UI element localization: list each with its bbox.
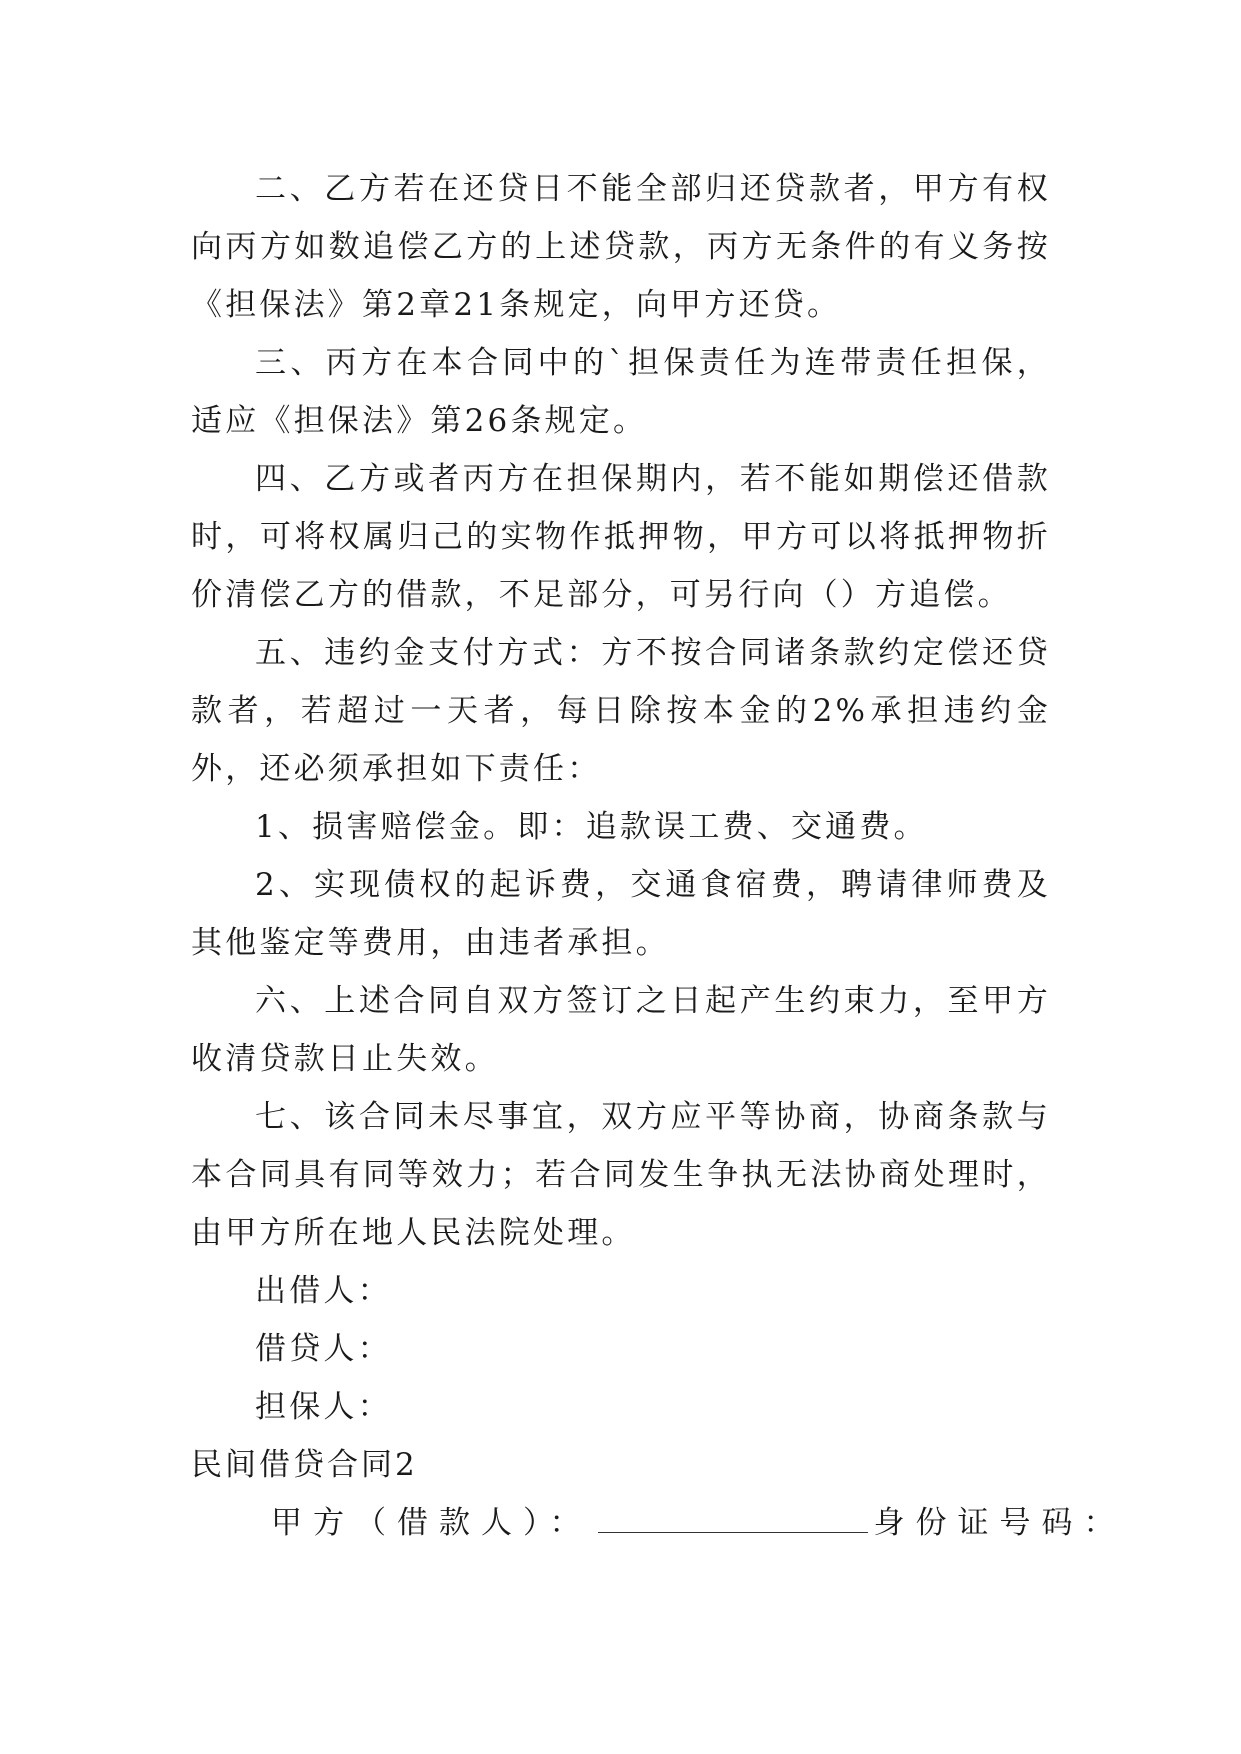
clause-4-paragraph: 四、乙方或者丙方在担保期内，若不能如期偿还借款时，可将权属归己的实物作抵押物，甲方可以将抵押物折价清偿乙方的借款，不足部分，可另行向（）方追偿。 [191, 461, 1051, 613]
clause-3-paragraph: 三、丙方在本合同中的`担保责任为连带责任担保，适应《担保法》第26条规定。 [191, 345, 1051, 439]
party-a-label: 甲方（借款人）： [271, 1505, 592, 1541]
borrower-signature-label: 借贷人： [255, 1331, 392, 1367]
clause-5-item-1: 1、损害赔偿金。即：追款误工费、交通费。 [255, 809, 928, 845]
clause-5-paragraph: 五、违约金支付方式：方不按合同诸条款约定偿还贷款者，若超过一天者，每日除按本金的2%承担违约金外，还必须承担如下责任： [191, 635, 1051, 787]
clause-5-item-2: 2、实现债权的起诉费，交通食宿费，聘请律师费及其他鉴定等费用，由违者承担。 [191, 867, 1051, 961]
party-a-name-blank [598, 1504, 868, 1533]
next-contract-title: 民间借贷合同2 [191, 1447, 418, 1483]
id-number-label: 身份证号码： [873, 1505, 1126, 1541]
guarantor-signature-label: 担保人： [255, 1389, 392, 1425]
document-body [191, 160, 1126, 1552]
clause-7-paragraph: 七、该合同未尽事宜，双方应平等协商，协商条款与本合同具有同等效力；若合同发生争执无法协商处理时，由甲方所在地人民法院处理。 [191, 1099, 1051, 1251]
clause-6-paragraph: 六、上述合同自双方签订之日起产生约束力，至甲方收清贷款日止失效。 [191, 983, 1051, 1077]
lender-signature-label: 出借人： [255, 1273, 392, 1309]
clause-2-paragraph: 二、乙方若在还贷日不能全部归还贷款者，甲方有权向丙方如数追偿乙方的上述贷款，丙方无条件的有义务按《担保法》第2章21条规定，向甲方还贷。 [191, 171, 1051, 323]
party-a-line [191, 1494, 1126, 1552]
